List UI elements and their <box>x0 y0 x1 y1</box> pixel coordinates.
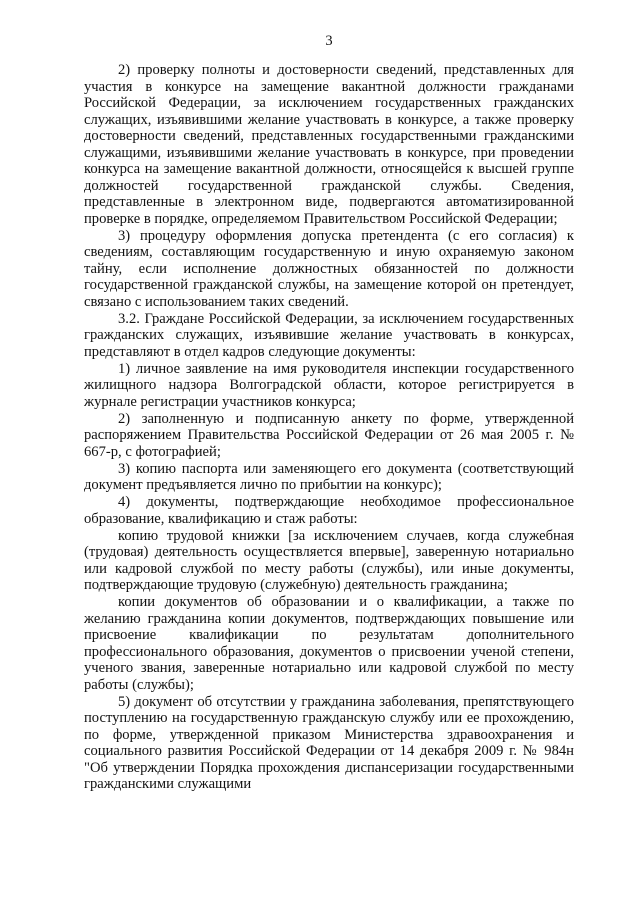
paragraph-section-3-2: 3.2. Граждане Российской Федерации, за исключением государственных гражданских служащих, изъявившие желание участвовать в конкурсах, представляют в отдел кадров следующие документы: <box>84 310 574 360</box>
paragraph-doc-4-education: 4) документы, подтверждающие необходимое профессиональное образование, квалификацию и стаж работы: <box>84 494 574 527</box>
paragraph-doc-2-questionnaire: 2) заполненную и подписанную анкету по форме, утвержденной распоряжением Правительства Российской Федерации от 26 мая 2005 г. № 667-р, с фотографией; <box>84 410 574 460</box>
page-number: 3 <box>325 33 333 49</box>
paragraph-doc-3-passport: 3) копию паспорта или заменяющего его документа (соответствующий документ предъявляется лично по прибытии на конкурс); <box>84 460 574 493</box>
paragraph-item-3-access-procedure: 3) процедуру оформления допуска претендента (с его согласия) к сведениям, составляющим государственную и иную охраняемую законом тайну, если исполнение должностных обязанностей по должности государственной гражданской службы, на замещение которой он претендует, связано с использованием таких сведений. <box>84 227 574 310</box>
paragraph-education-copies: копии документов об образовании и о квалификации, а также по желанию гражданина копии документов, подтверждающих повышение или присвоение квалификации по результатам дополнительного профессионального образования, документов о присвоении ученой степени, ученого звания, заверенные нотариально или кадровой службой по месту работы (службы); <box>84 594 574 693</box>
paragraph-doc-5-medical: 5) документ об отсутствии у гражданина заболевания, препятствующего поступлению на государственную гражданскую службу или ее прохождению, по форме, утвержденной приказом Министерства здравоохранения и социального развития Российской Федерации от 14 декабря 2009 г. № 984н "Об утверждении Порядка прохождения диспансеризации государственными гражданскими служащими <box>84 693 574 792</box>
paragraph-doc-1-application: 1) личное заявление на имя руководителя инспекции государственного жилищного надзора Волгоградской области, которое регистрируется в журнале регистрации участников конкурса; <box>84 360 574 410</box>
paragraph-employment-record: копию трудовой книжки [за исключением случаев, когда служебная (трудовая) деятельность осуществляется впервые], заверенную нотариально или кадровой службой по месту работы (службы), или иные документы, подтверждающие трудовую (служебную) деятельность гражданина; <box>84 527 574 593</box>
paragraph-item-2-verification: 2) проверку полноты и достоверности сведений, представленных для участия в конкурсе на замещение вакантной должности гражданами Российской Федерации, за исключением государственных гражданских служащих, изъявившими желание участвовать в конкурсе, а также проверку достоверности сведений, представленных государственными гражданскими служащими, изъявившими желание участвовать в конкурсе, при проведении конкурса на замещение вакантной должности, относящейся к высшей группе должностей государственной гражданской службы. Сведения, представленные в электронном виде, подвергаются автоматизированной проверке в порядке, определяемом Правительством Российской Федерации; <box>84 62 574 227</box>
